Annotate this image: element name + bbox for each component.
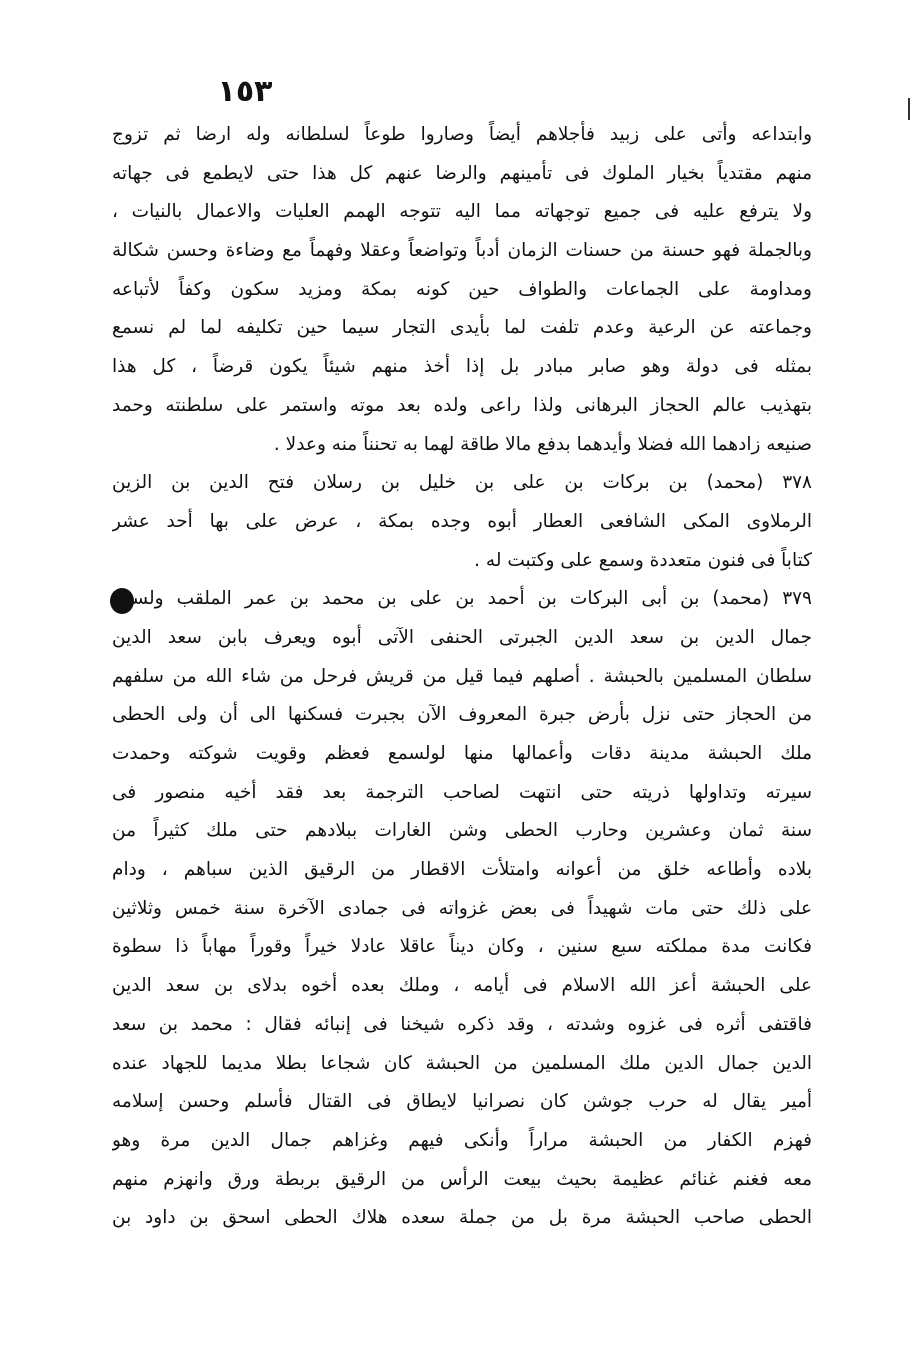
text-line: ومداومة على الجماعات والطواف حين كونه بمكة ومزيد سكون وكفاً لأتباعه — [112, 278, 812, 300]
text-line: على الحبشة أعز الله الاسلام فى أيامه ، وملك بعده أخوه بدلاى بن سعد الدين — [112, 975, 812, 997]
text-line: فاقتفى أثره فى غزوه وشدته ، وقد ذكره شيخنا فى إنبائه فقال : محمد بن سعد — [112, 1013, 812, 1035]
margin-mark — [908, 98, 910, 120]
text-line: بتهذيب عالم الحجاز البرهانى ولذا راعى ولده بعد موته واستمر على سلطنته وحمد — [112, 394, 812, 416]
text-line: ولا يترفع عليه فى جميع توجهاته مما اليه تتوجه الهمم العليات والاعمال بالنيات ، — [112, 201, 812, 223]
text-line: فكانت مدة مملكته سبع سنين ، وكان ديناً عاقلا عادلا خيراً وقوراً مهاباً ذا سطوة — [112, 936, 812, 958]
text-line: الرملاوى المكى الشافعى العطار أبوه وجده بمكة ، عرض على بها أحد عشر — [112, 510, 812, 532]
page-number: ١٥٣ — [217, 74, 273, 109]
entry-heading-line: ٣٧٩ (محمد) بن أبى البركات بن أحمد بن على بن محمد بن عمر الملقب ولسمع — [112, 588, 812, 610]
text-line: وجماعته عن الرعية وعدم تلفت لما بأيدى التجار سيما حين تكليفه لما لم نسمع — [112, 317, 812, 339]
text-line: سنة ثمان وعشرين وحارب الحطى وشن الغارات ببلادهم حتى ملك كثيراً من — [112, 820, 812, 842]
text-line: سلطان المسلمين بالحبشة . أصلهم فيما قيل من قريش فرحل من شاء الله من سلفهم — [112, 665, 812, 687]
text-line: الحطى صاحب الحبشة مرة بل من جملة سعده هلاك الحطى اسحق بن داود بن — [112, 1207, 812, 1229]
text-line: الدين جمال الدين ملك المسلمين من الحبشة كان شجاعا بطلا مديما للجهاد عنده — [112, 1052, 812, 1074]
text-line: من الحجاز حتى نزل بأرض جبرة المعروف الآن بجبرت فسكنها الى أن ولى الحطى — [112, 704, 812, 726]
text-line: بمثله فى دولة وهو صابر مبادر بل إذا أخذ منهم شيئاً يكون قرضاً ، كل هذا — [112, 356, 812, 378]
entry-heading-line: ٣٧٨ (محمد) بن بركات بن على بن خليل بن رسلان فتح الدين بن الزين — [112, 472, 812, 494]
text-line: على ذلك حتى مات شهيداً فى بعض غزواته فى جمادى الآخرة سنة خمس وثلاثين — [112, 897, 812, 919]
text-line: وابتداعه وأتى على زبيد فأجلاهم أيضاً وصاروا طوعاً لسلطانه وله ارضا ثم تزوج — [112, 124, 812, 145]
body-text — [112, 116, 812, 1238]
text-line: كتاباً فى فنون متعددة وسمع على وكتبت له . — [474, 549, 812, 571]
text-line: صنيعه زادهما الله فضلا وأيدهما بدفع مالا طاقة لهما به تحنناً منه وعدلا . — [273, 433, 812, 455]
text-line: جمال الدين بن سعد الدين الجبرتى الحنفى الآتى أبوه ويعرف بابن سعد الدين — [112, 626, 812, 648]
text-line: ملك الحبشة مدينة دقات وأعمالها منها لولسمع فعظم وقويت شوكته وحمدت — [112, 743, 812, 764]
text-line: بلاده وأطاعه خلق من أعوانه وامتلأت الاقطار من الرقيق الذين سباهم ، ودام — [112, 859, 812, 881]
text-line: منهم مقتدياً بخيار الملوك فى تأمينهم والرضا عنهم كل هذا حتى لايطمع فى جهاته — [112, 162, 812, 184]
text-line: معه فغنم غنائم عظيمة بحيث بيعت الرأس من الرقيق بربطة ورق وانهزم منهم — [112, 1168, 812, 1190]
text-line: سيرته وتداولها ذريته حتى انتهت لصاحب الترجمة بعد فقد أخيه منصور فى — [112, 781, 812, 803]
text-line: فهزم الكفار من الحبشة مراراً وأنكى فيهم وغزاهم جمال الدين مرة وهو — [112, 1129, 812, 1151]
text-line: وبالجملة فهو حسنة من حسنات الزمان أدباً وتواضعاً وعقلا وفهماً مع وضاءة وحسن شكالة — [112, 240, 812, 262]
text-line: أمير يقال له حرب جوشن كان نصرانيا لايطاق فى القتال فأسلم وحسن إسلامه — [112, 1091, 812, 1113]
